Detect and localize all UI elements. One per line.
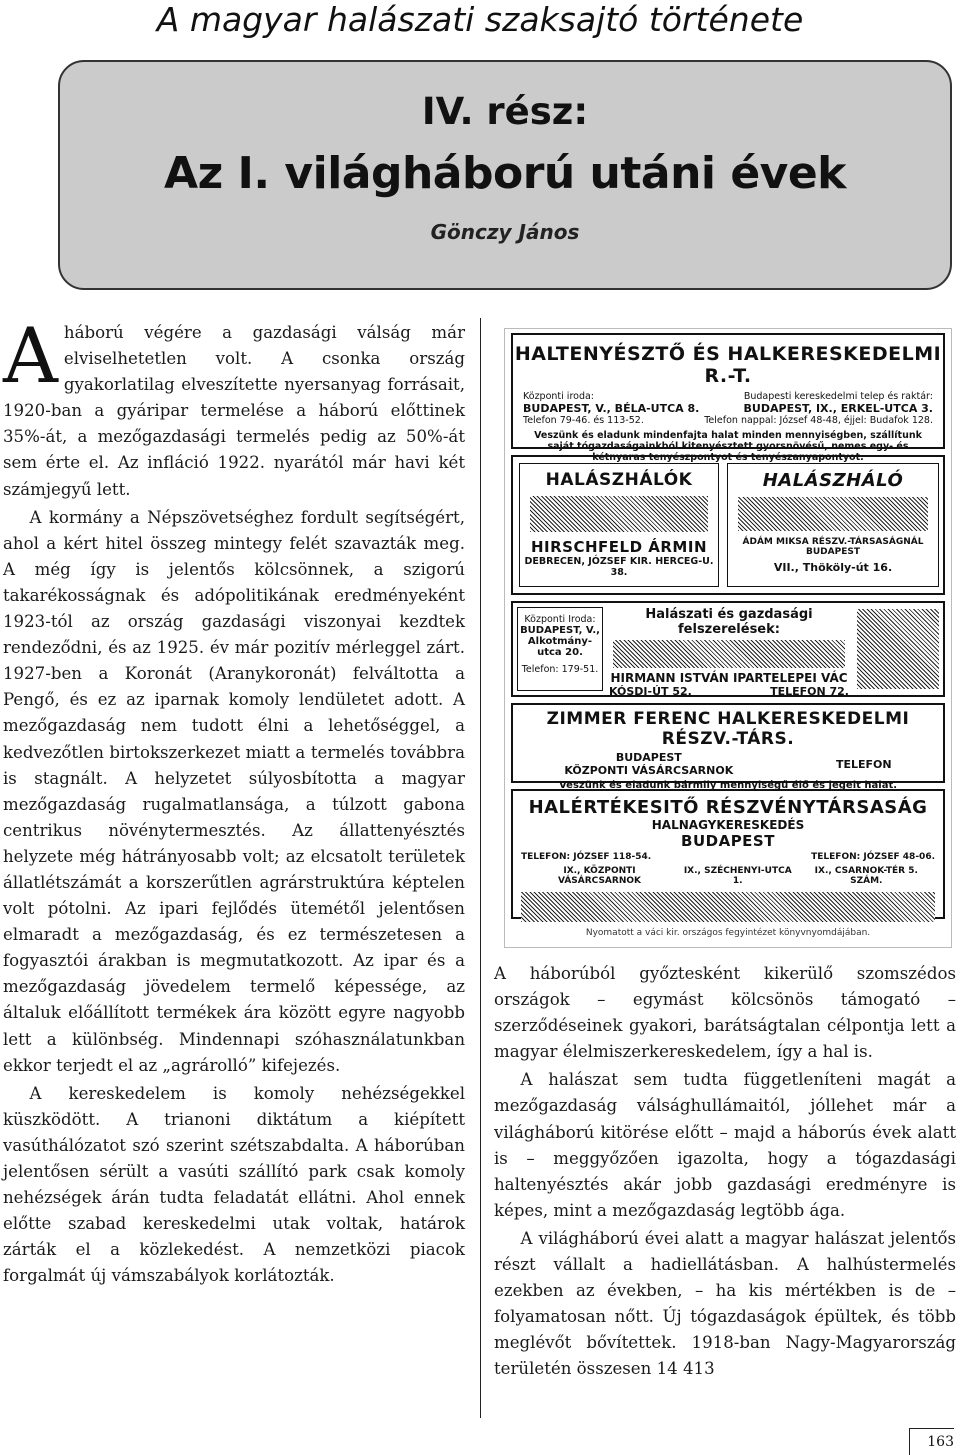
ad4-footer: Veszünk és eladunk bármily mennyiségű élő és jegelt halat. [558, 780, 898, 791]
ad5-right-address: IX., CSARNOK-TÉR 5. SZÁM. [814, 866, 918, 886]
ad3-product-list [613, 640, 845, 668]
ad1-title: HALTENYÉSZTŐ ÉS HALKERESKEDELMI R.-T. [514, 343, 942, 387]
ad3-main [609, 607, 849, 698]
right-column [494, 961, 956, 1383]
ad2-right-box [727, 463, 939, 587]
paragraph-text: háború végére a gazdasági válság már elviselhetetlen volt. A csonka ország gyakorlatilag elveszítette nyersanyag forrásait, 1920-ban a gyáripar termelése a háború előttinek 35%-át, a mezőgazdasági termelés pedig az 50%-át sem érte el. Az infláció 1922. nyarától már havi két számjegyű lett. [3, 323, 465, 499]
ad4-office: KÖZPONTI VÁSÁRCSARNOK [564, 764, 734, 777]
ad1-right [704, 391, 933, 426]
ad3-right-illustration [857, 609, 939, 689]
dropcap: A [3, 311, 58, 400]
ad2-right-name: ÁDÁM MIKSA RÉSZV.-TÁRSASÁGNÁL BUDAPEST [742, 537, 924, 557]
ad-zimmer [511, 703, 945, 791]
paragraph-4: A háborúból győztesként kikerülő szomszédos országok – egymást kölcsönös támogató – szerződéseinek gyakori, barátságtalan célpontja lett a magyar élelmiszerkereskedelem, így a hal is. [494, 964, 956, 1062]
author-name: Gönczy János [430, 220, 580, 244]
ad2-right-illustration [738, 497, 928, 531]
ad3-name: HIRMANN ISTVÁN IPARTELEPEI VÁC [610, 671, 848, 685]
ad4-telefon: TELEFON [835, 757, 892, 771]
ad4-middle [513, 751, 943, 777]
part-label: IV. rész: [421, 90, 589, 133]
ad2-left-address: DEBRECEN, JÓZSEF KIR. HERCEG-U. 38. [524, 556, 714, 578]
ad2-left-name: HIRSCHFELD ÁRMIN [531, 538, 707, 556]
ad5-mid-address: IX., SZÉCHENYI-UTCA 1. [683, 866, 792, 886]
ad3-address: KÓSDI-ÚT 52. [609, 685, 692, 698]
ad-hirmann [511, 601, 945, 697]
page-number: 163 [909, 1428, 954, 1455]
ad1-left-phone: Telefon 79-46. és 113-52. [523, 415, 644, 426]
ad5-subtitle: HALNAGYKERESKEDÉS [651, 818, 805, 832]
ad3-title: Halászati és gazdasági felszerelések: [645, 607, 813, 637]
column-rule [480, 318, 481, 1418]
ad1-left-label: Központi iroda: [523, 391, 595, 402]
ad5-fine-print [521, 892, 935, 922]
ad1-right-label: Budapesti kereskedelmi telep és raktár: [743, 391, 933, 402]
ad-haltenyeszto [511, 333, 945, 463]
ad1-left-address: BUDAPEST, V., BÉLA-UTCA 8. [523, 402, 700, 415]
ad5-city: BUDAPEST [681, 832, 775, 850]
ad3-left-box [517, 607, 603, 691]
ad1-footer: Veszünk és eladunk mindenfajta halat minden mennyiségben, szállítunk saját tógazdaságainkból kitenyésztett gyorsnövésű, nemes egy- és kétnyaras tenyészpontyot és tenyészanyapontyot. [534, 430, 922, 463]
advertisements-image [504, 328, 952, 948]
paragraph-2: A kormány a Népszövetséghez fordult segítségért, ahol a kért hitel összeg mintegy felét szavazták meg. A még így is jelentős kölcsönnek, a szigorú takarékosságnak és adópolitikának eredményeként 1923-tól az ország gazdasági viszonyai kezdtek rendeződni, és az 1925. év már pozitív mérleggel zárt. 1927-ben a Koronát (Aranykoronát) felváltotta a Pengő, és ez az iparnak komoly lendületet adott. A mezőgazdaság nem tudott élni a lehetőséggel, a kedvezőtlen birtokszerkezet miatt a termelés továbbra is stagnált. A helyzetet súlyosbította a magyar mezőgazdaság rugalmatlansága, a túlzott gabona centrikus növénytermesztés. Az állattenyésztés helyzete még hátrányosabb volt; az elcsatolt területek állatlétszámát a korszerűtlen agrárstruktúra képtelen volt pótolni. Az ipari fejlődés ütemétől jelentősen elmaradt a mezőgazdaság, és ez természetesen a fogyasztói árakban is megmutatkozott. Az ipar és a mezőgazdaság jövedelem termelő képessége, az általuk előállított termékek ára között egyre nagyobb lett a különbség. Mindennapi szóhasználatunkban ekkor terjedt el az „agrárolló” kifejezés. [3, 507, 465, 1075]
ad5-title: HALÉRTÉKESITŐ RÉSZVÉNYTÁRSASÁG [528, 797, 928, 818]
ad1-left [523, 391, 699, 426]
image-caption: Nyomatott a váci kir. országos fegyintézet könyvnyomdájában. [585, 928, 871, 938]
paragraph-6: A világháború évei alatt a magyar halászat jelentős részt vállalt a hadiellátásban. A halhústermelés ezekben az években, – ha kis mértékben is de – folyamatosan nőtt. Új tógazdaságok épültek, és több meglévőt bővítettek. 1918-ban Nagy-Magyarország területén összesen 14 413 [494, 1228, 956, 1379]
ad3-telefon: TELEFON 72. [770, 685, 849, 698]
ad1-addresses [513, 387, 943, 426]
ad5-phones [513, 850, 943, 864]
ad2-right-address: VII., Thököly-út 16. [773, 561, 893, 574]
ad5-right-phone: TELEFON: JÓZSEF 48-06. [811, 852, 935, 862]
ad4-title: ZIMMER FERENC HALKERESKEDELMI RÉSZV.-TÁRS. [546, 709, 910, 749]
ad1-right-phone: Telefon nappal: József 48-48, éjjel: Budafok 128. [704, 415, 933, 426]
ad2-left-title: HALÁSZHÁLÓK [545, 470, 693, 490]
ad3-left-address: BUDAPEST, V., Alkotmány-utca 20. [520, 625, 600, 658]
ad3-left-phone: Telefon: 179-51. [521, 664, 599, 675]
paragraph-5: A halászat sem tudta függetleníteni magát a mezőgazdaság válsághullámaitól, jóllehet már a világháború kitörése előtt – majd a háborús évek alatt is – meggyőzően igazolta, hogy a tógazdasági haltenyésztés akár jobb gazdasági eredményre is képes, mint a mezőgazdaság legtöbb ága. [494, 1070, 956, 1220]
series-title: A magyar halászati szaksajtó története [156, 0, 804, 39]
paragraph-1 [3, 311, 465, 503]
article-banner [58, 60, 952, 290]
article-title: Az I. világháború utáni évek [164, 148, 846, 199]
ad-halertekesito [511, 789, 945, 919]
left-column [3, 311, 465, 1289]
ad5-left-address: IX., KÖZPONTI VÁSÁRCSARNOK [557, 866, 641, 886]
paragraph-3: A kereskedelem is komoly nehézségekkel küszködött. A trianoni diktátum a kiépített vasúthálózatot szó szerint szétszabdalta. A háborúban jelentősen sérült a vasúti szállító park csak komoly nehézségek árán tudta feladatát ellátni. Ahol ennek előtte szabad kereskedelmi utak voltak, határok zárták el a közlekedést. A nemzetközi piacok forgalmát új vámszabályok korlátozták. [3, 1083, 465, 1286]
ad2-left-box [519, 463, 719, 587]
ad2-left-illustration [530, 496, 708, 532]
ad2-right-title: HALÁSZHÁLÓ [762, 470, 904, 491]
ad4-city: BUDAPEST [615, 751, 682, 764]
ad3-contact [609, 685, 849, 698]
ad1-right-address: BUDAPEST, IX., ERKEL-UTCA 3. [743, 402, 933, 415]
ad4-location [564, 751, 733, 777]
ad5-addresses [513, 864, 943, 888]
ad5-left-phone: TELEFON: JÓZSEF 118-54. [521, 852, 652, 862]
ad3-left-label: Központi Iroda: [524, 614, 596, 625]
ad-haloszhalok [511, 455, 945, 595]
